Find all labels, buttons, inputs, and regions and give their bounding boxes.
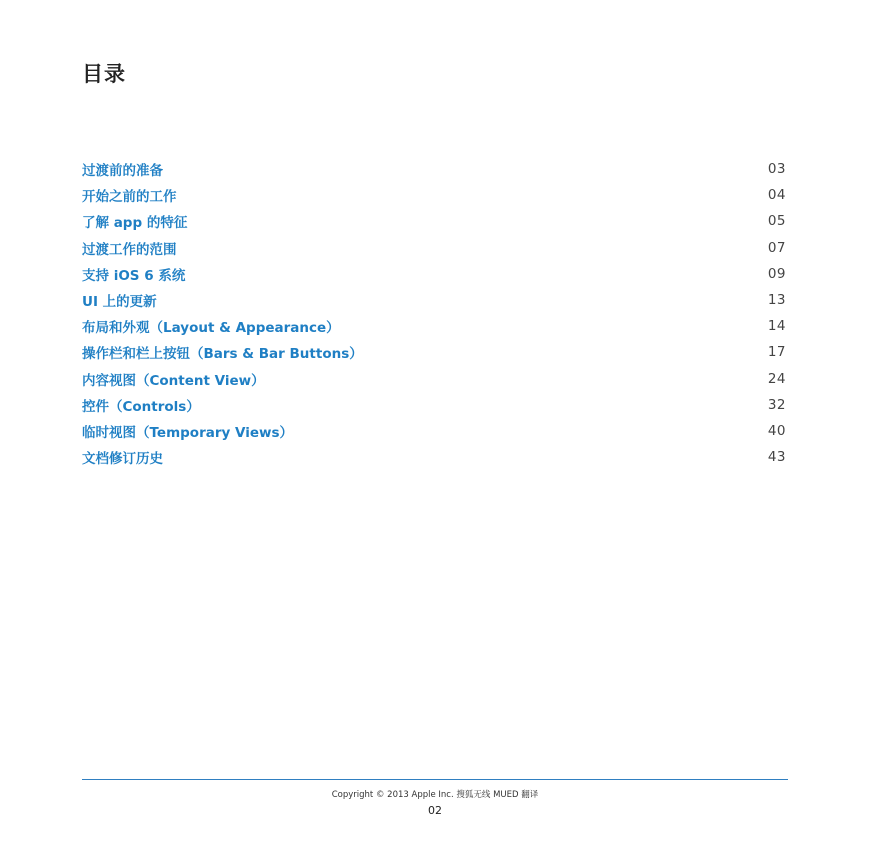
toc-entry-title[interactable]: 过渡前的准备 <box>82 163 163 180</box>
toc-entry-page: 17 <box>767 344 786 361</box>
table-of-contents <box>82 156 786 470</box>
toc-entry[interactable] <box>82 418 786 444</box>
page-title: 目录 <box>82 62 126 86</box>
toc-entry-page: 05 <box>767 213 786 230</box>
footer-divider <box>82 779 788 780</box>
toc-entry-title[interactable]: 布局和外观（Layout & Appearance） <box>82 320 340 337</box>
toc-entry[interactable] <box>82 313 786 339</box>
toc-entry-title[interactable]: UI 上的更新 <box>82 294 157 311</box>
toc-entry-title[interactable]: 操作栏和栏上按钮（Bars & Bar Buttons） <box>82 346 363 363</box>
toc-entry[interactable] <box>82 261 786 287</box>
toc-entry-page: 32 <box>767 396 786 413</box>
toc-entry[interactable] <box>82 339 786 365</box>
toc-entry[interactable] <box>82 287 786 313</box>
toc-entry-page: 40 <box>767 422 786 439</box>
toc-entry-title[interactable]: 控件（Controls） <box>82 398 200 415</box>
toc-entry[interactable] <box>82 156 786 182</box>
toc-entry[interactable] <box>82 235 786 261</box>
toc-entry-page: 04 <box>767 187 786 204</box>
toc-entry-title[interactable]: 支持 iOS 6 系统 <box>82 267 186 284</box>
toc-entry-title[interactable]: 开始之前的工作 <box>82 189 177 206</box>
toc-entry-page: 13 <box>767 292 786 309</box>
toc-entry-page: 07 <box>767 239 786 256</box>
toc-entry-page: 14 <box>767 318 786 335</box>
toc-entry-page: 03 <box>767 161 786 178</box>
toc-entry-title[interactable]: 文档修订历史 <box>82 451 163 468</box>
footer-copyright: Copyright © 2013 Apple Inc. 搜狐无线 MUED 翻译 <box>331 790 539 800</box>
footer-page-number: 02 <box>428 804 442 817</box>
toc-entry[interactable] <box>82 366 786 392</box>
toc-entry-title[interactable]: 内容视图（Content View） <box>82 372 265 389</box>
toc-entry-title[interactable]: 了解 app 的特征 <box>82 215 188 232</box>
toc-entry[interactable] <box>82 208 786 234</box>
toc-entry-title[interactable]: 临时视图（Temporary Views） <box>82 424 294 441</box>
toc-entry-page: 43 <box>767 449 786 466</box>
toc-entry-page: 24 <box>767 370 786 387</box>
toc-entry-title[interactable]: 过渡工作的范围 <box>82 241 177 258</box>
toc-entry[interactable] <box>82 392 786 418</box>
toc-entry[interactable] <box>82 182 786 208</box>
toc-entry-page: 09 <box>767 265 786 282</box>
toc-entry[interactable] <box>82 444 786 470</box>
